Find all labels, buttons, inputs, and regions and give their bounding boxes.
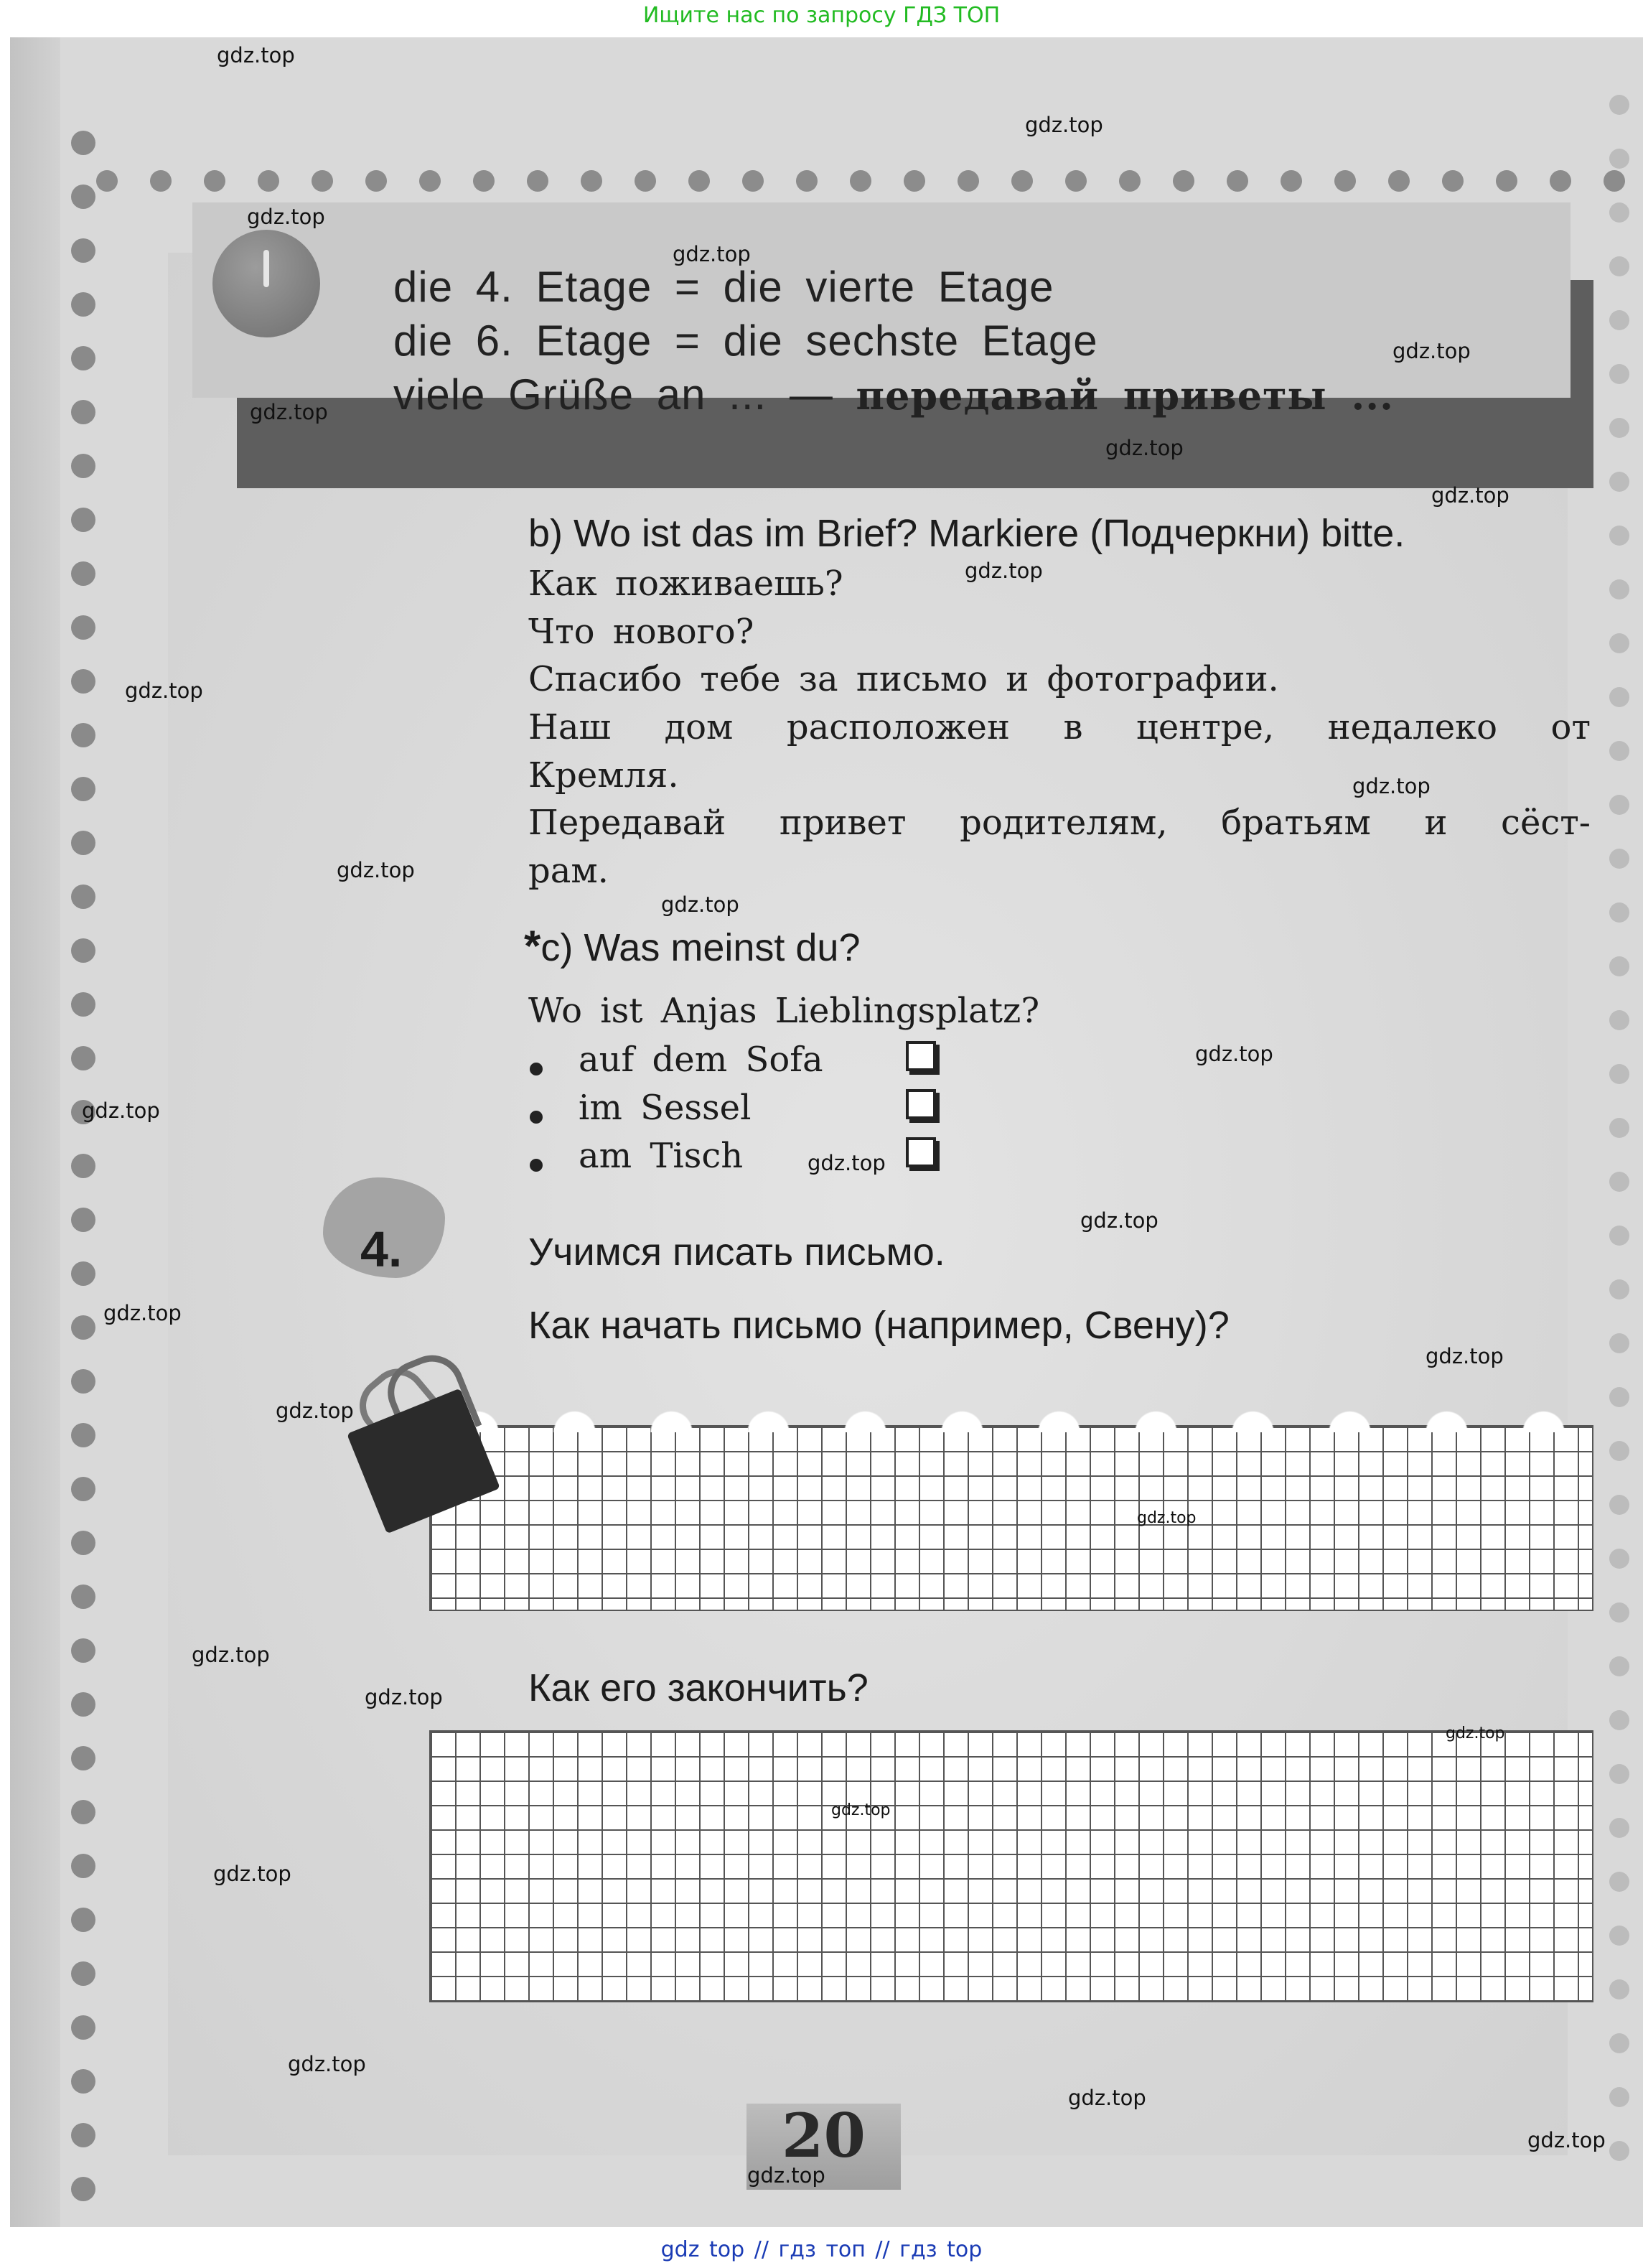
- binding-hole: [71, 1854, 95, 1878]
- decorative-dot: [1609, 633, 1629, 653]
- watermark[interactable]: gdz.top: [1527, 2128, 1606, 2152]
- decorative-dot: [581, 170, 602, 192]
- option-auf-dem-sofa-checkbox[interactable]: [906, 1041, 936, 1071]
- decorative-dot: [1609, 1495, 1629, 1515]
- binding-hole: [71, 400, 95, 424]
- binding-hole: [71, 938, 95, 963]
- binding-hole: [71, 1746, 95, 1770]
- decorative-dot: [1609, 1602, 1629, 1623]
- grammar-line-1: die 4. Etage = die vierte Etage: [393, 263, 1054, 311]
- decorative-dot: [688, 170, 710, 192]
- binding-hole: [71, 561, 95, 586]
- binding-hole: [71, 2069, 95, 2094]
- binding-hole: [71, 1369, 95, 1394]
- watermark[interactable]: gdz.top: [1137, 1509, 1197, 1527]
- decorative-dot: [1609, 1710, 1629, 1730]
- writing-grid-opening[interactable]: [429, 1425, 1593, 1611]
- watermark[interactable]: gdz.top: [125, 678, 203, 703]
- watermark[interactable]: gdz.top: [192, 1643, 270, 1667]
- decorative-dot: [419, 170, 441, 192]
- decorative-dot: [1609, 1656, 1629, 1676]
- task-c-heading-text: c) Was meinst du?: [540, 926, 861, 969]
- decorative-dot: [796, 170, 818, 192]
- decorative-dot: [1609, 526, 1629, 546]
- binding-hole: [71, 1261, 95, 1286]
- watermark[interactable]: gdz.top: [217, 43, 295, 67]
- watermark[interactable]: gdz.top: [661, 892, 739, 917]
- binding-hole: [71, 1908, 95, 1932]
- decorative-dot: [1496, 170, 1517, 192]
- decorative-dot: [742, 170, 764, 192]
- decorative-dot: [1609, 1764, 1629, 1784]
- clock-icon: [212, 230, 320, 337]
- decorative-dot: [1609, 1172, 1629, 1192]
- grammar-line-2: die 6. Etage = die sechste Etage: [393, 317, 1098, 365]
- decorative-dot: [1609, 149, 1629, 169]
- task-b-line-5: Кремля.: [528, 755, 679, 795]
- decorative-dot: [1550, 170, 1571, 192]
- binding-hole: [71, 1046, 95, 1070]
- binding-hole: [71, 1208, 95, 1232]
- exercise-number: 4.: [360, 1221, 403, 1277]
- writing-grid-closing[interactable]: [429, 1730, 1593, 2002]
- decorative-dot: [1609, 256, 1629, 276]
- option-im-sessel-label: im Sessel: [579, 1088, 752, 1128]
- watermark[interactable]: gdz.top: [276, 1399, 354, 1423]
- decorative-dot: [1011, 170, 1033, 192]
- option-bullet: [530, 1159, 543, 1172]
- watermark[interactable]: gdz.top: [1426, 1344, 1504, 1368]
- binding-hole: [71, 1961, 95, 1986]
- watermark[interactable]: gdz.top: [1080, 1208, 1158, 1233]
- binding-hole: [71, 615, 95, 640]
- decorative-dot: [958, 170, 979, 192]
- binding-hole: [71, 831, 95, 855]
- decorative-dot: [258, 170, 279, 192]
- option-am-tisch-checkbox[interactable]: [906, 1137, 936, 1167]
- decorative-dot: [1609, 741, 1629, 761]
- task-b-line-2: Что нового?: [528, 612, 754, 652]
- option-auf-dem-sofa-label: auf dem Sofa: [579, 1040, 823, 1080]
- decorative-dot: [850, 170, 871, 192]
- binding-hole: [71, 2123, 95, 2147]
- watermark[interactable]: gdz.top: [1068, 2086, 1146, 2110]
- task-b-line-1: Как поживаешь?: [528, 564, 843, 604]
- decorative-dot: [635, 170, 656, 192]
- decorative-dot: [1609, 795, 1629, 815]
- decorative-dot: [1609, 1818, 1629, 1838]
- binding-hole: [71, 1154, 95, 1178]
- watermark[interactable]: gdz.top: [213, 1862, 291, 1886]
- decorative-dot: [96, 170, 118, 192]
- watermark[interactable]: gdz.top: [82, 1098, 160, 1123]
- binding-hole: [71, 2015, 95, 2040]
- task-c-heading: [524, 921, 861, 971]
- watermark[interactable]: gdz.top: [103, 1301, 182, 1325]
- decorative-dot: [1609, 579, 1629, 599]
- decorative-dot: [204, 170, 225, 192]
- watermark[interactable]: gdz.top: [337, 858, 415, 882]
- decorative-dot: [1609, 1872, 1629, 1892]
- exercise-4-title: Учимся писать письмо.: [528, 1231, 945, 1274]
- binding-hole: [71, 1531, 95, 1555]
- decorative-dot: [150, 170, 172, 192]
- decorative-dot: [1334, 170, 1356, 192]
- watermark[interactable]: gdz.top: [808, 1151, 886, 1175]
- decorative-dot: [1281, 170, 1302, 192]
- decorative-dot: [1119, 170, 1141, 192]
- binding-hole: [71, 508, 95, 532]
- decorative-dot: [1609, 1064, 1629, 1084]
- task-c-question: Wo ist Anjas Lieblingsplatz?: [528, 991, 1040, 1031]
- watermark[interactable]: gdz.top: [1392, 339, 1471, 363]
- binding-hole: [71, 292, 95, 317]
- decorative-dot: [527, 170, 548, 192]
- task-b-line-3: Спасибо тебе за письмо и фотографии.: [528, 659, 1279, 699]
- decorative-dot: [1609, 1279, 1629, 1299]
- binding-hole: [71, 1638, 95, 1663]
- decorative-dot: [1609, 2087, 1629, 2107]
- watermark[interactable]: gdz.top: [1431, 483, 1509, 508]
- decorative-dot: [1609, 1226, 1629, 1246]
- decorative-dot: [1609, 902, 1629, 923]
- watermark[interactable]: gdz.top: [1105, 436, 1184, 460]
- option-bullet: [530, 1063, 543, 1075]
- decorative-dot: [1609, 2141, 1629, 2161]
- spiral-binding-strip: [10, 37, 60, 2227]
- bottom-banner[interactable]: gdz top // гдз топ // гдз top: [660, 2237, 983, 2262]
- watermark[interactable]: gdz.top: [1025, 113, 1103, 137]
- option-im-sessel-checkbox[interactable]: [906, 1089, 936, 1119]
- grammar-line-3-german: viele Grüße an ... —: [393, 370, 833, 419]
- decorative-dot: [1609, 1926, 1629, 1946]
- binding-hole: [71, 669, 95, 694]
- binding-hole: [71, 1477, 95, 1501]
- top-banner[interactable]: Ищите нас по запросу ГДЗ ТОП: [642, 3, 1001, 28]
- decorative-dot: [1609, 956, 1629, 976]
- grammar-line-3: [393, 370, 1394, 419]
- binding-hole: [71, 1692, 95, 1717]
- decorative-dot: [1609, 1118, 1629, 1138]
- binding-hole: [71, 1315, 95, 1340]
- watermark[interactable]: gdz.top: [365, 1685, 443, 1709]
- decorative-dot: [1173, 170, 1194, 192]
- decorative-dot: [1609, 95, 1629, 115]
- decorative-dot: [1609, 1387, 1629, 1407]
- decorative-dot: [904, 170, 925, 192]
- binding-hole: [71, 1423, 95, 1447]
- decorative-dot: [473, 170, 495, 192]
- binding-hole: [71, 346, 95, 370]
- task-b-line-6: Передавай привет родителям, братьям и сёст-: [528, 803, 1591, 843]
- decorative-dot: [312, 170, 333, 192]
- decorative-dot: [365, 170, 387, 192]
- binding-hole: [71, 992, 95, 1017]
- binding-hole: [71, 238, 95, 263]
- exercise-4-question-1: Как начать письмо (например, Свену)?: [528, 1304, 1230, 1347]
- decorative-dot: [1609, 1441, 1629, 1461]
- decorative-dot: [1609, 1549, 1629, 1569]
- torn-paper-edge: [429, 1382, 1591, 1432]
- task-b-heading: b) Wo ist das im Brief? Markiere (Подчеркни) bitte.: [528, 512, 1405, 555]
- watermark[interactable]: gdz.top: [247, 205, 325, 229]
- binder-clip-icon: [362, 1364, 513, 1515]
- watermark[interactable]: gdz.top: [1352, 774, 1431, 798]
- decorative-dot: [1442, 170, 1464, 192]
- watermark[interactable]: gdz.top: [1446, 1725, 1505, 1742]
- watermark[interactable]: gdz.top: [250, 400, 328, 424]
- task-b-line-7: рам.: [528, 851, 609, 891]
- binding-hole: [71, 723, 95, 747]
- decorative-dot: [1227, 170, 1248, 192]
- binding-hole: [71, 885, 95, 909]
- binding-hole: [71, 2177, 95, 2201]
- watermark[interactable]: gdz.top: [673, 242, 751, 266]
- watermark[interactable]: gdz.top: [1195, 1042, 1273, 1066]
- decorative-dot: [1609, 1010, 1629, 1030]
- decorative-dot: [1609, 472, 1629, 492]
- decorative-dot: [1609, 2033, 1629, 2053]
- page-number: 20: [782, 2100, 866, 2171]
- watermark[interactable]: gdz.top: [747, 2163, 825, 2188]
- grammar-line-3-russian: передавай приветы ...: [856, 373, 1394, 419]
- decorative-dot: [1609, 418, 1629, 438]
- watermark[interactable]: gdz.top: [288, 2052, 366, 2076]
- decorative-dot: [1609, 364, 1629, 384]
- binding-hole: [71, 131, 95, 155]
- option-am-tisch-label: am Tisch: [579, 1136, 744, 1176]
- decorative-dot: [1604, 170, 1625, 192]
- task-b-line-4: Наш дом расположен в центре, недалеко от: [528, 707, 1591, 747]
- task-c-star: *: [524, 922, 541, 970]
- option-bullet: [530, 1111, 543, 1124]
- decorative-dot: [1609, 310, 1629, 330]
- watermark[interactable]: gdz.top: [831, 1801, 891, 1819]
- watermark[interactable]: gdz.top: [965, 559, 1043, 583]
- exercise-4-question-2: Как его закончить?: [528, 1666, 869, 1709]
- decorative-dot: [1609, 687, 1629, 707]
- decorative-dot: [1609, 849, 1629, 869]
- binding-hole: [71, 1800, 95, 1824]
- binding-hole: [71, 1585, 95, 1609]
- decorative-dot: [1609, 1979, 1629, 1999]
- binding-hole: [71, 777, 95, 801]
- decorative-dot: [1609, 202, 1629, 223]
- binding-hole: [71, 454, 95, 478]
- decorative-dot: [1065, 170, 1087, 192]
- decorative-dot: [1388, 170, 1410, 192]
- decorative-dot: [1609, 1333, 1629, 1353]
- binding-hole: [71, 185, 95, 209]
